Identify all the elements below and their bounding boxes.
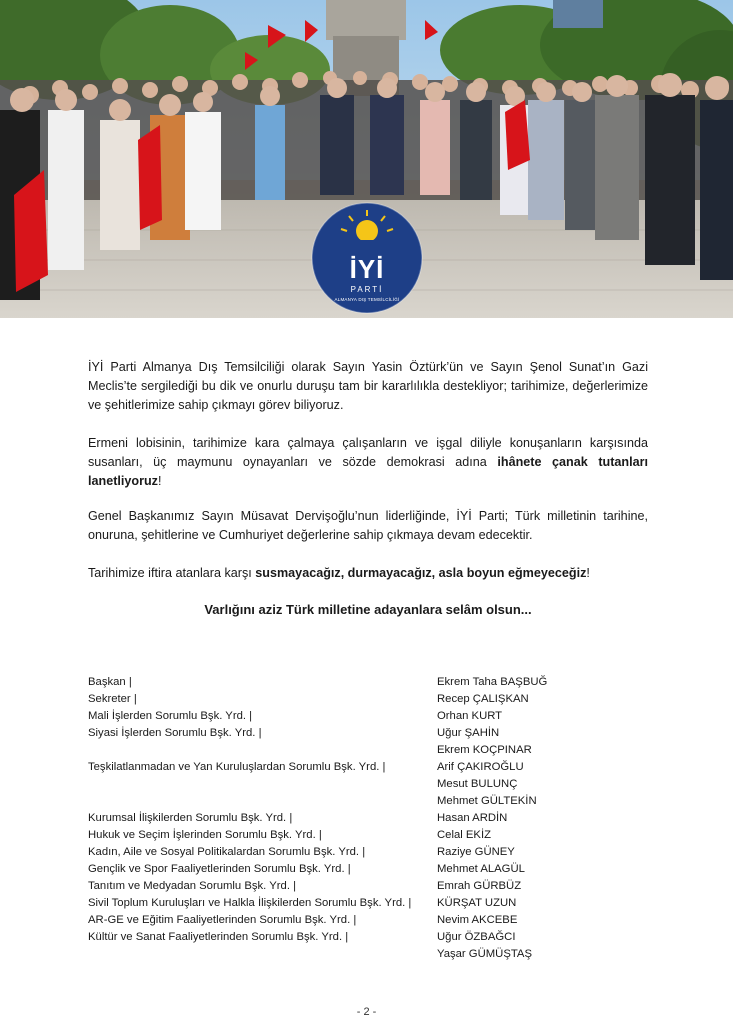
role-label: Kültür ve Sanat Faaliyetlerinden Sorumlu Bşk. Yrd. |: [88, 931, 349, 943]
member-name: Celal EKİZ: [437, 829, 491, 841]
paragraph-condemnation-end: !: [157, 474, 162, 488]
role-label: Mali İşlerden Sorumlu Bşk. Yrd. |: [88, 710, 253, 722]
member-name: Raziye GÜNEY: [437, 846, 515, 858]
member-name: Emrah GÜRBÜZ: [437, 880, 522, 892]
role-label: AR-GE ve Eğitim Faaliyetlerinden Sorumlu Bşk. Yrd. |: [88, 914, 357, 926]
paragraph-resolve: [88, 564, 648, 583]
paragraph-condemnation: [88, 434, 648, 491]
member-name: Uğur ÖZBAĞCI: [437, 931, 516, 943]
role-label: Sivil Toplum Kuruluşları ve Halkla İlişkilerden Sorumlu Bşk. Yrd. |: [88, 897, 412, 909]
member-name: Mehmet GÜLTEKİN: [437, 795, 537, 807]
member-name: Orhan KURT: [437, 710, 503, 722]
role-label: Başkan |: [88, 676, 132, 688]
iyi-parti-logo: [313, 204, 421, 312]
member-name: Nevim AKCEBE: [437, 914, 518, 926]
closing-salutation: Varlığını aziz Türk milletine adayanlara selâm olsun...: [204, 602, 532, 617]
role-label: Kurumsal İlişkilerden Sorumlu Bşk. Yrd. |: [88, 812, 293, 824]
role-label: Hukuk ve Seçim İşlerinden Sorumlu Bşk. Yrd. |: [88, 829, 322, 841]
paragraph-support: İYİ Parti Almanya Dış Temsilciliği olarak Sayın Yasin Öztürk’ün ve Sayın Şenol Sunat’ın Gazi Meclis’te sergilediği bu dik ve onurlu duruşu tam bir kararlılıkla destekliyor; tarihimize, değerlerimize ve şehitlerimize sahip çıkmayı görev biliyoruz.: [88, 360, 648, 412]
paragraph-resolve-bold: susmayacağız, durmayacağız, asla boyun eğmeyeceğiz: [255, 566, 587, 580]
logo-parti: PARTİ: [350, 285, 384, 294]
member-name: Yaşar GÜMÜŞTAŞ: [437, 948, 532, 960]
page-number: - 2 -: [356, 1006, 377, 1018]
member-name: Hasan ARDİN: [437, 812, 508, 824]
paragraph-leadership: Genel Başkanımız Sayın Müsavat Dervişoğlu’nun liderliğinde, İYİ Parti; Türk milletinin tarihine, onuruna, şehitlerine ve Cumhuriyet değerlerine sahip çıkmaya devam edecektir.: [88, 509, 648, 542]
member-name: Arif ÇAKIROĞLU: [437, 761, 524, 773]
member-name: Recep ÇALIŞKAN: [437, 693, 529, 705]
paragraph-resolve-end: !: [586, 566, 590, 580]
member-name: Mesut BULUNÇ: [437, 778, 518, 790]
paragraph-condemnation-text: Ermeni lobisinin, tarihimize kara çalmaya çalışanların ve işgal diliyle konuşanların karşısında susanları, üç maymunu oynayanları ve sözde demokrasi adına: [88, 436, 648, 469]
logo-subtitle: ALMANYA DIŞ TEMSİLCİLİĞİ: [334, 297, 400, 302]
paragraph-condemnation-bold: ihânete çanak tutanları lanetliyoruz: [88, 455, 648, 488]
role-label: Kadın, Aile ve Sosyal Politikalardan Sorumlu Bşk. Yrd. |: [88, 846, 366, 858]
role-label: Sekreter |: [88, 693, 137, 705]
role-label: Tanıtım ve Medyadan Sorumlu Bşk. Yrd. |: [88, 880, 297, 892]
logo-brand: İYİ: [349, 254, 385, 284]
member-name: Uğur ŞAHİN: [437, 727, 500, 739]
member-name: KÜRŞAT UZUN: [437, 897, 517, 909]
member-name: Mehmet ALAGÜL: [437, 863, 525, 875]
paragraph-resolve-text: Tarihimize iftira atanlara karşı: [88, 566, 256, 580]
role-label: Siyasi İşlerden Sorumlu Bşk. Yrd. |: [88, 727, 262, 739]
role-label: Gençlik ve Spor Faaliyetlerinden Sorumlu Bşk. Yrd. |: [88, 863, 351, 875]
role-label: Teşkilatlanmadan ve Yan Kuruluşlardan Sorumlu Bşk. Yrd. |: [88, 761, 386, 773]
member-name: Ekrem KOÇPINAR: [437, 744, 532, 756]
member-name: Ekrem Taha BAŞBUĞ: [437, 676, 548, 688]
